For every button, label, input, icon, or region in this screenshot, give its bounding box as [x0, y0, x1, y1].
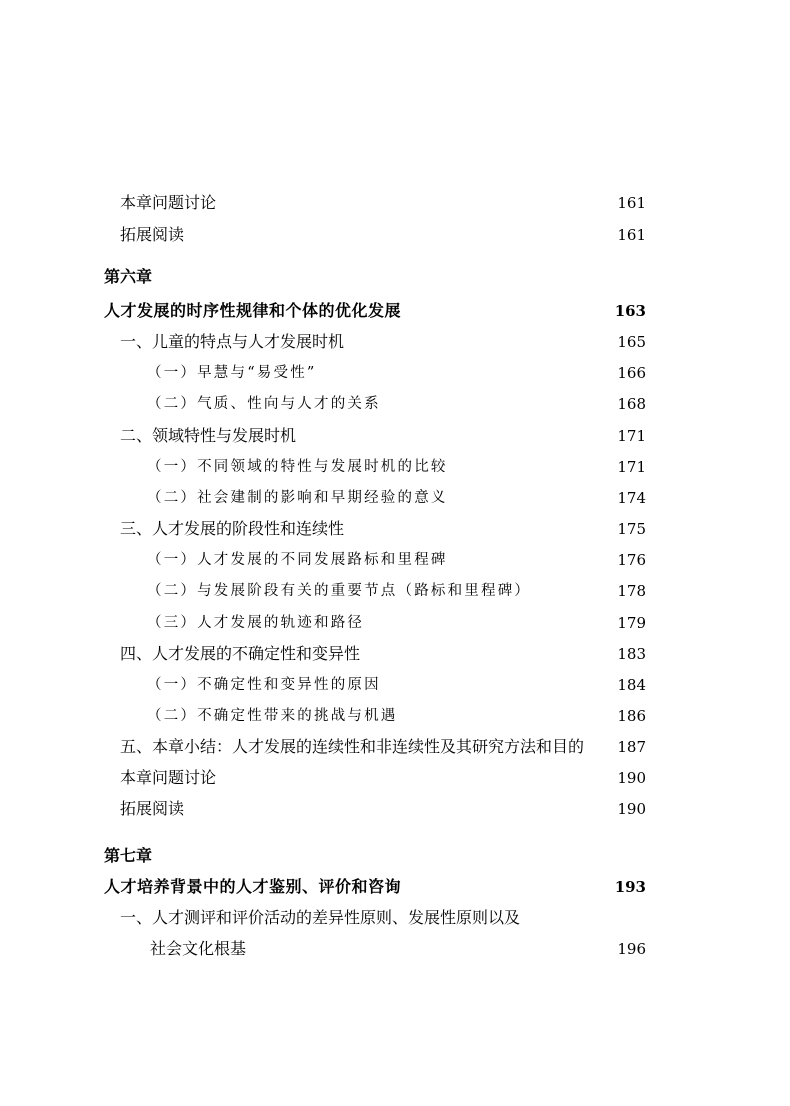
- toc-page-number: 190: [617, 800, 646, 818]
- toc-page-number: 183: [617, 645, 646, 663]
- toc-page-number: 161: [617, 226, 646, 244]
- toc-page-number: 196: [617, 940, 646, 958]
- toc-page-number: 176: [617, 551, 646, 569]
- toc-subsection: （二）气质、性向与人才的关系: [147, 396, 381, 412]
- toc-entry-discussion: 本章问题讨论: [120, 193, 217, 212]
- toc-entry-discussion: 本章问题讨论: [120, 768, 217, 787]
- toc-section: 五、本章小结：人才发展的连续性和非连续性及其研究方法和目的: [120, 737, 585, 756]
- toc-page-number: 161: [617, 194, 646, 212]
- toc-page-number: 166: [617, 364, 646, 382]
- toc-subsection: （二）社会建制的影响和早期经验的意义: [147, 490, 448, 506]
- toc-subsection: （一）人才发展的不同发展路标和里程碑: [147, 552, 448, 568]
- toc-page-number: 184: [617, 676, 646, 694]
- toc-subsection: （一）早慧与“易受性”: [147, 365, 317, 381]
- toc-subsection: （二）不确定性带来的挑战与机遇: [147, 708, 398, 724]
- toc-subsection: （三）人才发展的轨迹和路径: [147, 615, 365, 631]
- chapter-title-7: 人才培养背景中的人才鉴别、评价和咨询: [104, 877, 402, 896]
- toc-page-number: 171: [617, 458, 646, 476]
- toc-page-number: 165: [617, 333, 646, 351]
- toc-section: 三、人才发展的阶段性和连续性: [120, 519, 345, 538]
- toc-page-number: 174: [617, 489, 646, 507]
- toc-page-number: 187: [617, 738, 646, 756]
- chapter-label-6: 第六章: [104, 267, 153, 286]
- chapter-label-7: 第七章: [104, 846, 153, 865]
- toc-subsection: （一）不同领域的特性与发展时机的比较: [147, 459, 448, 475]
- toc-section: 一、人才测评和评价活动的差异性原则、发展性原则以及: [120, 908, 521, 927]
- chapter-title-6: 人才发展的时序性规律和个体的优化发展: [104, 301, 402, 320]
- toc-section: 四、人才发展的不确定性和变异性: [120, 644, 361, 663]
- toc-section: 二、领域特性与发展时机: [120, 426, 297, 445]
- toc-page-number: 168: [617, 395, 646, 413]
- toc-subsection: （一）不确定性和变异性的原因: [147, 677, 381, 693]
- toc-page-number: 179: [617, 614, 646, 632]
- toc-entry-extended-reading: 拓展阅读: [120, 225, 185, 244]
- toc-page-number: 163: [614, 302, 646, 320]
- toc-entry-extended-reading: 拓展阅读: [120, 799, 185, 818]
- toc-page-number: 171: [617, 427, 646, 445]
- toc-page-number: 193: [614, 878, 646, 896]
- toc-page-number: 186: [617, 707, 646, 725]
- toc-section-continued: 社会文化根基: [150, 939, 247, 958]
- toc-page-number: 178: [617, 582, 646, 600]
- toc-page-number: 175: [617, 520, 646, 538]
- toc-section: 一、儿童的特点与人才发展时机: [120, 332, 345, 351]
- toc-subsection: （二）与发展阶段有关的重要节点（路标和里程碑）: [147, 583, 532, 599]
- toc-page-number: 190: [617, 769, 646, 787]
